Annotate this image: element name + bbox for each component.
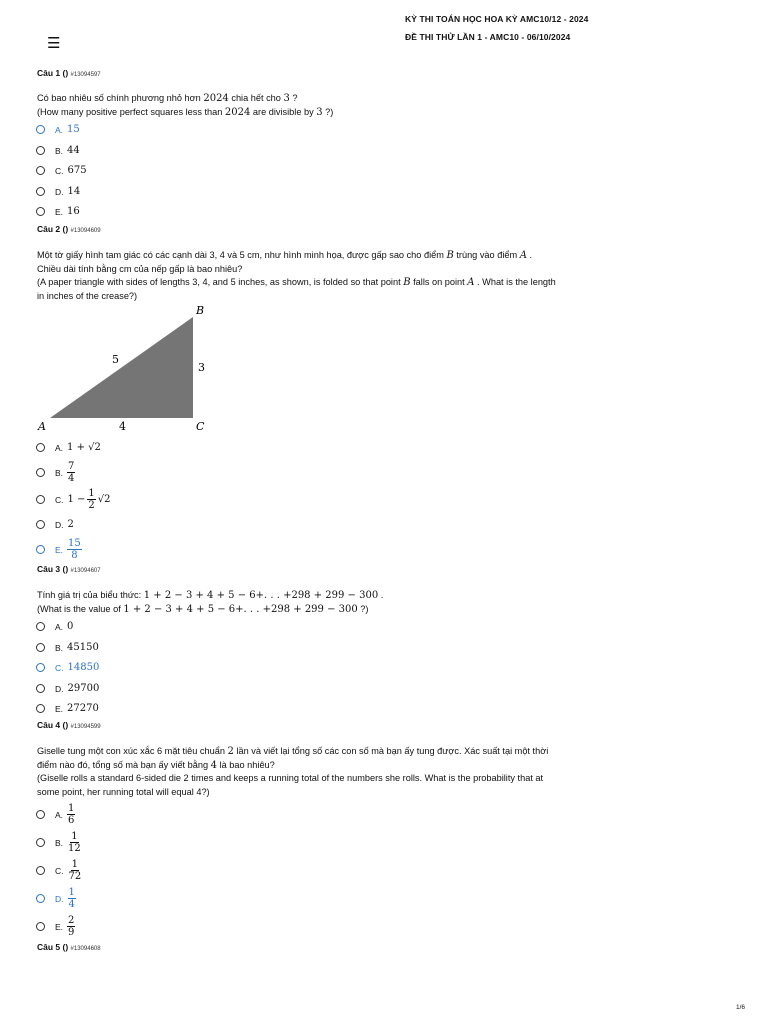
- question-id: #13094609: [70, 228, 101, 234]
- option-label: A.: [55, 809, 64, 820]
- denominator: 4: [68, 473, 75, 484]
- text-part: ?): [322, 107, 334, 117]
- radio-button[interactable]: [36, 468, 45, 477]
- vertex-b-label: B: [196, 304, 205, 317]
- math-part: B: [446, 250, 454, 261]
- denominator: 72: [68, 871, 82, 882]
- side-ac-label: 4: [119, 420, 126, 433]
- exam-subtitle: ĐỀ THI THỬ LẦN 1 - AMC10 - 06/10/2024: [405, 32, 571, 42]
- math-part: 3: [283, 93, 290, 104]
- q1-option-a[interactable]: [36, 124, 80, 135]
- math-part: 2: [227, 746, 234, 757]
- denominator: 9: [68, 927, 75, 938]
- text-part: lần và viết lại tổng số các con số mà bạn ấy tung được. Xác suất tại một thời: [233, 746, 549, 756]
- q2-option-c[interactable]: [36, 488, 111, 511]
- question-2-text-vi: [37, 249, 597, 276]
- fraction: [68, 859, 83, 882]
- q1-option-c[interactable]: [36, 165, 87, 176]
- question-4-title: [37, 720, 101, 730]
- text-part: trùng vào điểm: [453, 250, 520, 260]
- side-ab-label: 5: [112, 353, 119, 366]
- text-part: .: [526, 250, 533, 260]
- radio-button[interactable]: [36, 545, 45, 554]
- radio-button[interactable]: [36, 866, 45, 875]
- text-part: . What is the length: [474, 277, 556, 287]
- option-value: 45150: [67, 642, 99, 653]
- text-part: falls on point: [410, 277, 468, 287]
- denominator: 4: [68, 899, 75, 910]
- text-part: chia hết cho: [228, 93, 284, 103]
- question-1-text-vi: [37, 92, 298, 106]
- radio-button[interactable]: [36, 810, 45, 819]
- radio-button[interactable]: [36, 187, 45, 196]
- text-part: (How many positive perfect squares less than: [37, 107, 225, 117]
- fraction: [67, 915, 75, 938]
- text-part: Có bao nhiêu số chính phương nhỏ hơn: [37, 93, 204, 103]
- option-value: 675: [67, 165, 87, 176]
- q2-option-b[interactable]: [36, 461, 75, 484]
- option-label: B.: [55, 642, 64, 653]
- q3-option-d[interactable]: [36, 683, 99, 694]
- question-1-text-en: [37, 106, 333, 120]
- option-value: 16: [67, 206, 80, 217]
- page-number: 1/6: [736, 1004, 746, 1011]
- radio-button[interactable]: [36, 520, 45, 529]
- question-4-text-en: [37, 772, 617, 799]
- option-label: C.: [55, 494, 64, 505]
- option-label: D.: [55, 683, 64, 694]
- fraction: [67, 831, 82, 854]
- radio-button[interactable]: [36, 443, 45, 452]
- fraction: [67, 538, 82, 561]
- question-title-text: Câu 2 (): [37, 224, 69, 234]
- option-label: C.: [55, 865, 64, 876]
- option-value: 2: [67, 519, 74, 530]
- text-part: Tính giá trị của biểu thức:: [37, 590, 144, 600]
- q4-option-e[interactable]: [36, 915, 75, 938]
- option-label: A.: [55, 621, 64, 632]
- question-5-title: [37, 942, 101, 952]
- triangle-figure: [30, 300, 220, 440]
- q4-option-b[interactable]: [36, 831, 82, 854]
- question-2-text-en: [37, 276, 597, 303]
- denominator: 6: [68, 815, 75, 826]
- text-line: Chiều dài tính bằng cm của nếp gấp là bao nhiêu?: [37, 263, 243, 274]
- math-part: 2024: [224, 107, 251, 118]
- question-title-text: Câu 1 (): [37, 68, 69, 78]
- fraction: [67, 461, 75, 484]
- q4-option-c[interactable]: [36, 859, 82, 882]
- option-value: 15: [67, 124, 80, 135]
- math-part: A: [467, 277, 475, 288]
- option-value: 29700: [67, 683, 100, 694]
- numerator: 1: [88, 488, 95, 499]
- question-title-text: Câu 4 (): [37, 720, 69, 730]
- text-part: (What is the value of: [37, 604, 124, 614]
- question-1-title: [37, 68, 101, 78]
- vertex-a-label: A: [38, 420, 46, 433]
- numerator: 1: [68, 887, 75, 898]
- option-label: B.: [55, 467, 64, 478]
- math-part: 3: [316, 107, 323, 118]
- denominator: 12: [68, 843, 81, 854]
- side-bc-label: 3: [198, 361, 205, 374]
- text-part: ?): [357, 604, 369, 614]
- math-part: 1 + 2 − 3 + 4 + 5 − 6+. . . +298 + 299 − 300: [143, 590, 379, 601]
- option-label: D.: [55, 893, 64, 904]
- text-line: some point, her running total will equal 4?): [37, 786, 210, 797]
- radio-button[interactable]: [36, 663, 45, 672]
- q1-option-e[interactable]: [36, 206, 80, 217]
- q1-option-b[interactable]: [36, 145, 80, 156]
- option-label: B.: [55, 145, 64, 156]
- numerator: 1: [71, 831, 78, 842]
- option-label: B.: [55, 837, 64, 848]
- question-4-text-vi: [37, 745, 617, 772]
- option-value: 14850: [67, 662, 100, 673]
- vertex-c-label: C: [196, 420, 205, 433]
- denominator: 2: [88, 500, 95, 511]
- q2-option-a[interactable]: [36, 442, 101, 453]
- option-label: E.: [55, 921, 64, 932]
- text-part: (A paper triangle with sides of lengths 3, 4, and 5 inches, as shown, is folded so that point: [37, 277, 404, 287]
- text-part: điểm nào đó, tổng số mà bạn ấy viết bằng: [37, 759, 211, 770]
- option-label: E.: [55, 206, 64, 217]
- numerator: 15: [68, 538, 81, 549]
- option-label: A.: [55, 124, 64, 135]
- option-value-suffix: √2: [97, 494, 111, 505]
- q2-option-e[interactable]: [36, 538, 82, 561]
- radio-button[interactable]: [36, 146, 45, 155]
- menu-icon[interactable]: ☰: [47, 35, 61, 52]
- fraction: [87, 488, 95, 511]
- option-label: A.: [55, 442, 64, 453]
- text-part: là bao nhiêu?: [217, 759, 275, 770]
- exam-title: KỲ THI TOÁN HỌC HOA KỲ AMC10/12 - 2024: [405, 14, 589, 24]
- q3-option-e[interactable]: [36, 703, 99, 714]
- radio-button[interactable]: [36, 894, 45, 903]
- numerator: 1: [71, 859, 79, 870]
- option-value: 14: [67, 186, 81, 197]
- q3-option-a[interactable]: [36, 621, 73, 632]
- q1-option-d[interactable]: [36, 186, 80, 197]
- question-3-title: [37, 564, 101, 574]
- option-value: 44: [67, 145, 80, 156]
- radio-button[interactable]: [36, 704, 45, 713]
- option-value-prefix: 1 −: [67, 494, 86, 505]
- text-part: Một tờ giấy hình tam giác có các cạnh dài 3, 4 và 5 cm, như hình minh họa, được gấp sao cho điểm: [37, 250, 447, 260]
- q2-option-d[interactable]: [36, 519, 74, 530]
- question-id: #13094599: [70, 724, 101, 730]
- option-value: 1 + √2: [67, 442, 101, 453]
- numerator: 2: [68, 915, 75, 926]
- option-value: 27270: [67, 703, 99, 714]
- denominator: 8: [71, 550, 78, 561]
- radio-button[interactable]: [36, 495, 45, 504]
- option-label: D.: [55, 186, 64, 197]
- numerator: 7: [68, 461, 75, 472]
- option-label: E.: [55, 703, 64, 714]
- radio-button[interactable]: [36, 166, 45, 175]
- option-label: D.: [55, 519, 64, 530]
- triangle-shape: [50, 317, 193, 418]
- math-part: 1 + 2 − 3 + 4 + 5 − 6+. . . +298 + 299 − 300: [123, 604, 358, 615]
- question-title-text: Câu 3 (): [37, 564, 69, 574]
- text-line: (Giselle rolls a standard 6-sided die 2 times and keeps a running total of the numbers she rolls. What is the probability that at: [37, 773, 544, 783]
- fraction: [68, 887, 76, 910]
- question-id: #13094597: [70, 72, 101, 78]
- math-part: 4: [210, 759, 218, 771]
- text-line: in inches of the crease?): [37, 290, 138, 301]
- q4-option-a[interactable]: [36, 803, 75, 826]
- radio-button[interactable]: [36, 838, 45, 847]
- question-2-title: [37, 224, 101, 234]
- question-id: #13094607: [70, 568, 101, 574]
- radio-button[interactable]: [36, 922, 45, 931]
- math-part: A: [519, 250, 527, 261]
- text-part: Giselle tung một con xúc xắc 6 mặt tiêu chuẩn: [37, 746, 228, 756]
- q3-option-c[interactable]: [36, 662, 99, 673]
- q4-option-d[interactable]: [36, 887, 76, 910]
- radio-button[interactable]: [36, 125, 45, 134]
- numerator: 1: [68, 803, 75, 814]
- radio-button[interactable]: [36, 643, 45, 652]
- option-label: E.: [55, 544, 64, 555]
- question-id: #13094608: [70, 946, 101, 952]
- radio-button[interactable]: [36, 684, 45, 693]
- fraction: [67, 803, 75, 826]
- question-title-text: Câu 5 (): [37, 942, 69, 952]
- option-label: C.: [55, 165, 64, 176]
- option-label: C.: [55, 662, 64, 673]
- math-part: 2024: [203, 93, 229, 104]
- question-3-text-en: [37, 603, 368, 617]
- math-part: B: [403, 277, 411, 288]
- question-3-text-vi: [37, 589, 383, 603]
- option-value: 0: [67, 621, 74, 632]
- text-part: are divisible by: [250, 107, 317, 117]
- text-part: .: [378, 590, 384, 600]
- q3-option-b[interactable]: [36, 642, 99, 653]
- text-part: ?: [289, 93, 298, 103]
- radio-button[interactable]: [36, 622, 45, 631]
- radio-button[interactable]: [36, 207, 45, 216]
